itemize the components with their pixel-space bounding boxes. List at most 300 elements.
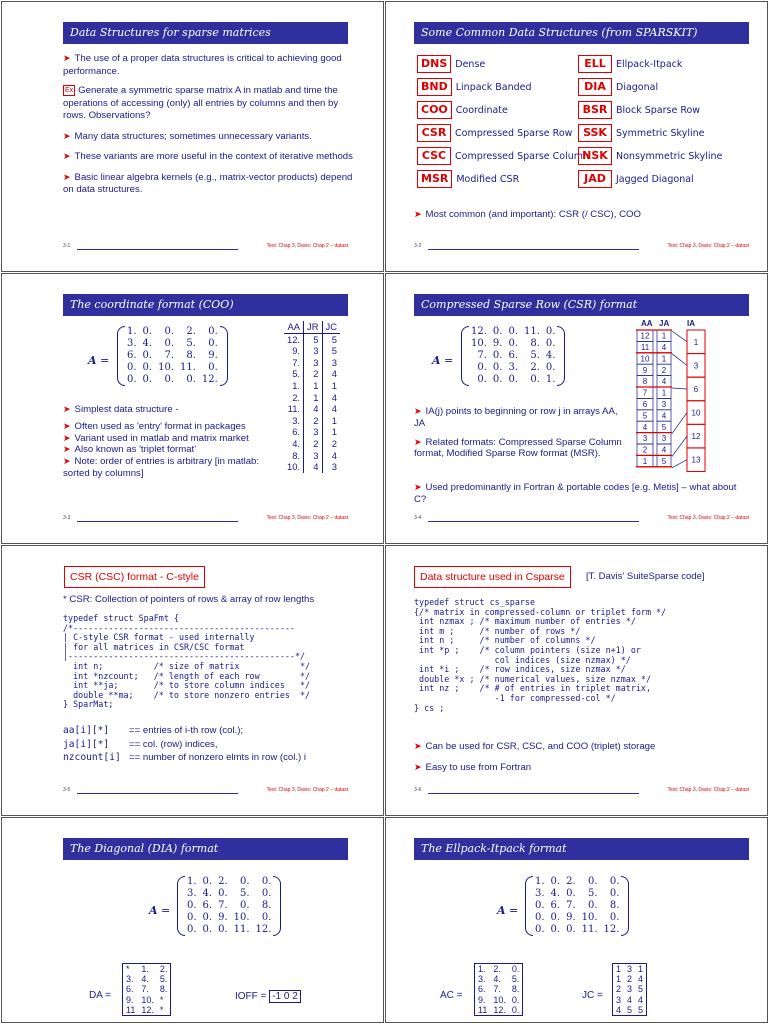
aa-value: 11	[640, 343, 650, 352]
array-cell: 6.	[126, 984, 134, 995]
structure-code: COO	[417, 101, 452, 119]
ja-value: 1	[661, 354, 667, 364]
table-row	[468, 350, 558, 362]
ac-table	[474, 963, 523, 1016]
matrix-cell: 11.	[233, 924, 250, 935]
paren-right	[557, 326, 565, 386]
table-row	[468, 338, 558, 350]
table-row	[532, 888, 622, 900]
array-cell: 6.	[478, 984, 486, 995]
table-row	[284, 380, 340, 392]
footer-reference: Text: Chap 3, Davis: Chap 2 – datast	[266, 787, 348, 793]
slide-body	[414, 406, 624, 467]
table-cell: 12.	[284, 333, 304, 345]
matrix-cell: 7.	[164, 350, 174, 361]
table-cell: 1	[331, 414, 337, 426]
code-block: typedef struct cs_sparse {/* matrix in compressed-column or triplet form */ int nzmax ; /* maximum number of entries */ int m ; /* number of rows */ int n ; /* number of columns */ int *p ; /* column pointers (size n+1) or col indices (size nzmax) */ int *i ; /* row indices, size nzmax */ double *x ; /* numerical values, size nzmax */ int nz ; /* # of entries in triplet matrix, -1 for compressed-col */ } cs ;	[414, 597, 667, 713]
bullet-item: ➤ Note: order of entries is arbitrary [in matlab: sorted by columns]	[63, 456, 260, 479]
matrix-cell: 3.	[187, 888, 197, 899]
array-cell: 4	[627, 994, 633, 1005]
structure-code: NSK	[578, 147, 612, 165]
matrix-cell: 8.	[261, 900, 272, 911]
structure-item	[417, 101, 508, 119]
slide-title: CSR (CSC) format - C-style	[64, 566, 205, 588]
definition-desc: == number of nonzero elmts in row (col.) i	[129, 752, 307, 763]
table-row	[124, 362, 221, 374]
table-row	[475, 995, 523, 1005]
table-header-row	[284, 321, 340, 333]
table-cell: 5	[331, 345, 337, 357]
matrix-cell: 0.	[545, 338, 556, 349]
matrix-cell: 9.	[208, 350, 218, 361]
ja-value: 4	[661, 411, 667, 421]
slide-aside: [T. Davis' SuiteSparse code]	[586, 571, 705, 582]
dia-matrix	[184, 876, 274, 936]
slide-footer	[414, 787, 749, 797]
paragraph: ➤ The use of a proper data structures is critical to achieving good performance.	[63, 53, 342, 77]
matrix-cell: 7.	[218, 900, 228, 911]
table-cell: 11.	[284, 403, 304, 415]
structure-name: Modified CSR	[456, 173, 520, 185]
footer-rule	[428, 521, 639, 522]
aa-value: 4	[642, 422, 648, 432]
slide-title: The coordinate format (COO)	[63, 294, 348, 316]
slide-body	[63, 52, 363, 204]
jc-array	[612, 963, 647, 1016]
matrix-cell: 0.	[566, 888, 576, 899]
matrix-cell: 1.	[545, 374, 556, 385]
table-row	[124, 374, 221, 386]
structure-item	[417, 124, 572, 142]
array-cell: 11	[478, 1004, 488, 1015]
matrix-label: A =	[149, 904, 171, 917]
matrix-cell: 4.	[142, 338, 153, 349]
arrow-bullet-icon: ➤	[63, 432, 71, 443]
array-cell: 12.	[141, 1004, 154, 1015]
slide-footer	[63, 787, 348, 797]
matrix-cell: 0.	[588, 900, 598, 911]
array-cell: 0.	[511, 1004, 520, 1015]
matrix-label: A =	[432, 354, 454, 367]
matrix-cell: 11.	[180, 362, 196, 373]
matrix-cell: 0.	[492, 362, 503, 373]
ia-value: 12	[691, 432, 701, 442]
table-row	[284, 415, 340, 427]
column-header: AA	[284, 321, 304, 333]
table-cell: 5	[331, 333, 337, 345]
table-cell: 2	[304, 438, 322, 450]
array-cell: 7.	[493, 984, 501, 995]
slide-number: 3-6	[414, 787, 422, 793]
bullet-item: ➤ Simplest data structure -	[63, 404, 179, 415]
matrix-cell: 7.	[566, 900, 576, 911]
matrix-cell: 0.	[164, 338, 174, 349]
array-cell: 5.	[159, 974, 168, 985]
matrix-cell: 0.	[202, 912, 213, 923]
structure-code: MSR	[417, 170, 452, 188]
table-row	[284, 438, 340, 450]
paragraph: ➤ Many data structures; sometimes unnecessary variants.	[63, 130, 312, 142]
footer-reference: Text: Chap 3, Davis: Chap 2 – datast	[667, 243, 749, 249]
array-cell: 9.	[126, 994, 134, 1005]
paren-right	[621, 876, 629, 936]
matrix-cell: 2.	[186, 326, 196, 337]
matrix-cell: 0.	[164, 326, 174, 337]
table-row	[184, 924, 274, 936]
aa-value: 6	[642, 400, 648, 409]
matrix-cell: 0.	[545, 362, 556, 373]
ja-value: 5	[661, 422, 667, 432]
definition-term: ja[i][*]	[63, 738, 110, 750]
array-cell: 1	[638, 964, 644, 974]
paren-right	[220, 326, 228, 386]
table-row	[613, 964, 647, 975]
structure-code: ELL	[578, 55, 612, 73]
matrix-cell: 10.	[581, 912, 598, 923]
matrix-cell: 0.	[530, 374, 540, 385]
arrow-bullet-icon: ➤	[63, 404, 71, 414]
footer-reference: Text: Chap 3, Davis: Chap 2 – datast	[667, 787, 749, 793]
ia-value: 1	[693, 337, 699, 347]
ia-value: 13	[691, 455, 701, 465]
matrix-cell: 0.	[550, 924, 561, 935]
jc-label: JC =	[582, 990, 603, 1001]
structure-code: CSR	[417, 124, 451, 142]
matrix-cell: 12.	[201, 374, 218, 385]
arrow-bullet-icon: ➤	[414, 482, 422, 492]
matrix-cell: 6.	[508, 350, 518, 361]
table-row	[468, 374, 558, 386]
matrix-cell: 0.	[535, 912, 545, 923]
matrix-cell: 5.	[186, 338, 196, 349]
matrix-cell: 0.	[609, 912, 620, 923]
table-row	[532, 924, 622, 936]
table-row	[532, 876, 622, 888]
slide-title: Data Structures for sparse matrices	[63, 22, 348, 44]
array-cell: 5	[627, 1004, 633, 1015]
ia-value: 10	[691, 408, 701, 418]
table-row	[124, 350, 221, 362]
ac-label: AC =	[440, 990, 463, 1001]
bullet-item: ➤ IA(j) points to beginning or row j in arrays AA, JA	[414, 406, 618, 429]
paragraph: ➤ These variants are more useful in the context of iterative methods	[63, 151, 353, 162]
table-row	[532, 900, 622, 912]
arrow-bullet-icon: ➤	[63, 53, 71, 63]
slide-dia-format	[1, 817, 384, 1023]
definition-term: aa[i][*]	[63, 725, 110, 736]
table-cell: 6.	[284, 426, 304, 438]
footer-rule	[428, 249, 639, 250]
table-cell: 3	[304, 357, 322, 369]
array-cell: 10.	[493, 994, 506, 1005]
matrix-cell: 0.	[240, 900, 250, 911]
bullet-item: ➤ Can be used for CSR, CSC, and COO (triplet) storage	[414, 741, 656, 752]
matrix-cell: 0.	[142, 326, 153, 337]
array-cell: 2.	[493, 964, 501, 974]
pointer-arrow	[672, 331, 687, 342]
arrow-bullet-icon: ➤	[63, 420, 71, 431]
array-cell: *	[126, 964, 130, 974]
definitions	[63, 724, 363, 765]
matrix-cell: 0.	[202, 924, 213, 935]
table-cell: 1	[304, 392, 322, 404]
matrix-cell: 9.	[218, 912, 228, 923]
pointer-arrow	[672, 354, 687, 366]
matrix-cell: 0.	[550, 912, 561, 923]
array-cell: 4	[638, 974, 644, 985]
matrix-cell: 2.	[530, 362, 540, 373]
structure-name: Nonsymmetric Skyline	[616, 150, 723, 162]
arrow-bullet-icon: ➤	[63, 151, 71, 161]
array-cell: 5	[638, 984, 644, 995]
matrix-cell: 0.	[492, 374, 503, 385]
ja-value: 4	[661, 445, 667, 455]
array-cell: 3	[627, 964, 633, 974]
bullet-item: ➤ Also known as 'triplet format'	[63, 444, 197, 456]
array-cell: 4	[616, 1004, 622, 1015]
matrix-cell: 0.	[477, 374, 487, 385]
matrix-cell: 0.	[127, 374, 137, 385]
ell-matrix	[532, 876, 622, 936]
da-array	[122, 963, 171, 1016]
table-row	[184, 900, 274, 912]
array-cell: 9.	[478, 994, 486, 1005]
matrix-cell: 8.	[530, 338, 540, 349]
slide-number: 3-2	[414, 243, 422, 249]
matrix-cell: 0.	[261, 912, 272, 923]
matrix-cell: 0.	[492, 326, 503, 337]
table-row	[284, 403, 340, 415]
matrix-cell: 1.	[127, 326, 137, 337]
structure-code: BND	[417, 78, 452, 96]
matrix-cell: 3.	[535, 888, 545, 899]
table-row	[284, 357, 340, 369]
matrix-cell: 0.	[142, 362, 153, 373]
table-cell: 4.	[284, 438, 304, 450]
matrix-cell: 5.	[588, 888, 598, 899]
table-cell: 5	[304, 333, 322, 345]
table-row	[284, 461, 340, 473]
paragraph: ➤ Basic linear algebra kernels (e.g., matrix-vector products) depend on data structures.	[63, 171, 353, 195]
pointer-arrow	[672, 436, 687, 456]
ioff-label: IOFF = -1 0 2	[235, 990, 301, 1003]
matrix-cell: 0.	[261, 888, 272, 899]
matrix-cell: 0.	[609, 876, 620, 887]
matrix-cell: 10.	[233, 912, 250, 923]
slide-title: Data structure used in Csparse	[414, 566, 571, 588]
matrix-cell: 0.	[218, 924, 228, 935]
aa-value: 10	[640, 354, 650, 364]
slide-number: 3-3	[63, 515, 71, 521]
table-cell: 1	[304, 380, 322, 392]
matrix-cell: 0.	[208, 326, 218, 337]
matrix-cell: 12.	[255, 924, 272, 935]
arrow-bullet-icon: ➤	[63, 456, 71, 467]
matrix-cell: 6.	[127, 350, 137, 361]
pointer-arrow	[672, 460, 687, 468]
paren-left	[117, 326, 125, 386]
table-row	[123, 995, 171, 1005]
table-cell: 4	[331, 449, 337, 461]
ja-value: 4	[661, 343, 667, 352]
structure-item	[417, 170, 519, 188]
matrix-cell: 0.	[218, 888, 228, 899]
footer-reference: Text: Chap 3, Davis: Chap 2 – datast	[667, 515, 749, 521]
array-cell: 3.	[126, 974, 134, 985]
bullet-item: ➤ Related formats: Compressed Sparse Column format, Modified Sparse Row format (MSR).	[414, 436, 622, 460]
matrix-cell: 5.	[530, 350, 540, 361]
matrix-cell: 0.	[208, 362, 218, 373]
structure-code: SSK	[578, 124, 612, 142]
da-table	[122, 963, 171, 1016]
structure-item	[417, 147, 589, 165]
matrix-table	[124, 326, 221, 386]
matrix-cell: 9.	[492, 338, 503, 349]
matrix-cell: 0.	[609, 888, 620, 899]
matrix-cell: 4.	[202, 888, 213, 899]
array-cell: 0.	[511, 964, 520, 974]
task-icon: Ex	[65, 87, 74, 94]
table-cell: 7.	[284, 357, 304, 369]
footer-rule	[77, 249, 238, 250]
table-row	[123, 1005, 171, 1016]
matrix-cell: 8.	[609, 900, 620, 911]
coo-table	[284, 321, 340, 473]
slide-c-style-csr	[1, 545, 384, 816]
aa-value: 1	[642, 457, 648, 466]
table-cell: 4	[331, 403, 337, 415]
matrix-cell: 0.	[588, 876, 598, 887]
ja-value: 5	[661, 457, 667, 466]
definition-term: nzcount[i]	[63, 752, 121, 763]
matrix-cell: 0.	[508, 374, 518, 385]
aa-value: 9	[642, 365, 648, 375]
footer-reference: Text: Chap 3, Davis: Chap 2 – datast	[266, 515, 348, 521]
definition-row	[63, 738, 363, 752]
slide-footer	[63, 243, 348, 253]
array-cell: 1	[616, 964, 622, 974]
structure-item	[578, 55, 682, 73]
structure-code: JAD	[578, 170, 612, 188]
matrix-cell: 10.	[471, 338, 487, 349]
matrix-cell: 0.	[508, 338, 518, 349]
footer-rule	[77, 521, 238, 522]
matrix-cell: 0.	[566, 924, 576, 935]
table-cell: 9.	[284, 345, 304, 357]
structure-name: Coordinate	[455, 104, 508, 116]
aa-value: 7	[642, 388, 648, 398]
table-row	[124, 338, 221, 350]
table-row	[613, 984, 647, 994]
slide-data-structures	[1, 1, 384, 272]
array-cell: 5.	[511, 974, 520, 985]
arrow-bullet-icon: ➤	[414, 741, 422, 751]
ja-header: JA	[659, 319, 670, 328]
paragraph: Ex Generate a symmetric sparse matrix A in matlab and time the operations of accessing (only) all entries by columns and then by rows. Observations?	[63, 85, 339, 121]
table-cell: 3	[304, 345, 322, 357]
arrow-bullet-icon: ➤	[414, 406, 422, 416]
array-cell: 4.	[493, 974, 501, 985]
slide-body	[63, 404, 263, 480]
paren-left	[177, 876, 185, 936]
slide-coo-format	[1, 273, 384, 544]
column-header: JC	[322, 321, 340, 333]
structure-name: Dense	[455, 58, 486, 70]
table-row	[475, 964, 523, 975]
matrix-cell: 1.	[535, 876, 545, 887]
matrix-cell: 0.	[492, 350, 503, 361]
array-cell: 5	[638, 1004, 644, 1015]
table-cell: 4	[331, 391, 337, 403]
array-cell: 3.	[478, 974, 486, 985]
table-row	[184, 912, 274, 924]
table-row	[184, 888, 274, 900]
matrix-cell: 0.	[535, 900, 545, 911]
matrix-cell: 3.	[508, 362, 518, 373]
structure-name: Block Sparse Row	[616, 104, 701, 116]
table-row	[475, 1005, 523, 1016]
table-row	[123, 984, 171, 994]
slide-footer	[414, 243, 749, 253]
coo-arrays	[284, 321, 340, 473]
matrix-cell: 0.	[550, 876, 561, 887]
ja-value: 4	[661, 377, 667, 387]
structure-name: Linpack Banded	[455, 81, 532, 93]
matrix-cell: 0.	[545, 326, 556, 337]
matrix-cell: 6.	[202, 900, 213, 911]
footer-reference: Text: Chap 3, Davis: Chap 2 – datast	[266, 243, 348, 249]
table-row	[532, 912, 622, 924]
array-cell: 10.	[141, 994, 154, 1005]
footer-rule	[77, 793, 238, 794]
bullet-item: ➤ Easy to use from Fortran	[414, 761, 532, 773]
array-cell: 8.	[511, 984, 520, 995]
table-cell: 2.	[284, 392, 304, 404]
structure-name: Compressed Sparse Row	[455, 127, 573, 139]
table-row	[475, 984, 523, 994]
table-cell: 3	[304, 450, 322, 462]
slide-csparse	[385, 545, 768, 816]
matrix-cell: 0.	[187, 924, 197, 935]
slide-number: 3-5	[63, 787, 71, 793]
ja-value: 2	[661, 365, 667, 375]
aa-value: 12	[640, 331, 650, 341]
array-cell: 1.	[478, 964, 486, 974]
array-cell: 1	[616, 974, 622, 985]
table-cell: 10.	[284, 461, 304, 473]
column-header: JR	[304, 321, 322, 333]
slide-title: Some Common Data Structures (from SPARSKIT)	[414, 22, 749, 44]
table-row	[284, 392, 340, 404]
matrix-cell: 12.	[603, 924, 620, 935]
table-cell: 1	[331, 379, 337, 391]
table-cell: 3	[331, 356, 337, 368]
matrix-cell: 9.	[566, 912, 576, 923]
array-cell: 2	[627, 974, 633, 985]
array-cell: 3	[627, 984, 633, 995]
aa-header: AA	[641, 319, 653, 328]
table-cell: 3	[331, 461, 337, 473]
array-cell: 0.	[511, 994, 520, 1005]
table-row	[613, 1005, 647, 1016]
array-cell: 2.	[159, 964, 168, 974]
matrix-cell: 10.	[158, 362, 174, 373]
table-cell: 4	[304, 403, 322, 415]
table-row	[184, 876, 274, 888]
arrow-bullet-icon: ➤	[63, 130, 71, 141]
pointer-arrow	[672, 388, 687, 389]
ja-value: 3	[661, 400, 667, 409]
